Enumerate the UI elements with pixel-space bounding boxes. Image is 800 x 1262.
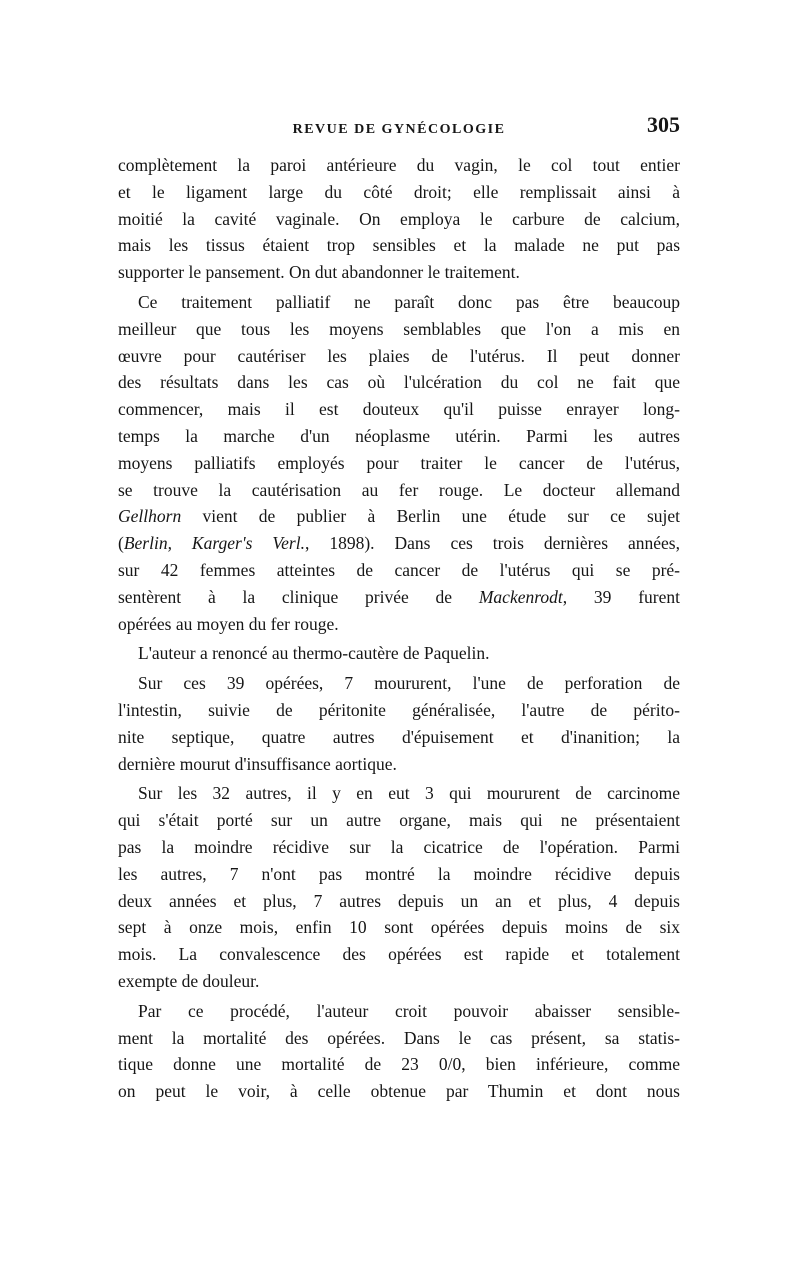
text-line: Sur les 32 autres, il y en eut 3 qui moururent de carcinome — [138, 783, 680, 804]
text-line: dernière mourut d'insuffisance aortique. — [118, 753, 397, 774]
page-number: 305 — [647, 112, 680, 137]
text-line: moyens palliatifs employés pour traiter le cancer de l'utérus, — [118, 452, 680, 473]
author-name-gellhorn: Gellhorn — [118, 506, 182, 527]
paragraph-1 — [118, 152, 680, 286]
paragraph-2 — [118, 289, 680, 637]
text-line: commencer, mais il est douteux qu'il puisse enrayer long- — [118, 399, 680, 420]
text-line: mais les tissus étaient trop sensibles et la malade ne put pas — [118, 235, 680, 256]
text-line: meilleur que tous les moyens semblables que l'on a mis en — [118, 318, 680, 339]
author-name-mackenrodt: Mackenrodt — [478, 586, 563, 607]
text-line: L'auteur a renoncé au thermo-cautère de Paquelin. — [138, 643, 490, 664]
paragraph-5 — [118, 780, 680, 994]
text-line: supporter le pansement. On dut abandonner le traitement. — [118, 262, 520, 283]
text-line: exempte de douleur. — [118, 970, 260, 991]
running-title: REVUE DE GYNÉCOLOGIE — [292, 122, 506, 137]
text-line: deux années et plus, 7 autres depuis un an et plus, 4 depuis — [118, 890, 680, 911]
text-line: l'intestin, suivie de péritonite généralisée, l'autre de périto- — [118, 699, 680, 720]
text-line-citation — [118, 530, 680, 557]
text-line: des résultats dans les cas où l'ulcération du col ne fait que — [118, 372, 680, 393]
text-line: pas la moindre récidive sur la cicatrice de l'opération. Parmi — [118, 836, 680, 857]
text-line: Sur ces 39 opérées, 7 moururent, l'une de perforation de — [138, 673, 680, 694]
text-line: se trouve la cautérisation au fer rouge. Le docteur allemand — [118, 479, 680, 500]
paragraph-6 — [118, 998, 680, 1105]
paragraph-4 — [118, 670, 680, 777]
text-line: ment la mortalité des opérées. Dans le cas présent, sa statis- — [118, 1027, 680, 1048]
text-line: Ce traitement palliatif ne paraît donc pas être beaucoup — [138, 291, 680, 312]
text-line: opérées au moyen du fer rouge. — [118, 613, 339, 634]
text-line: sept à onze mois, enfin 10 sont opérées depuis moins de six — [118, 917, 680, 938]
text-fragment: sentèrent à la clinique privée de — [118, 586, 479, 607]
text-line: et le ligament large du côté droit; elle remplissait ainsi à — [118, 181, 680, 202]
text-fragment: vient de publier à Berlin une étude sur ce sujet — [181, 506, 680, 527]
text-line: complètement la paroi antérieure du vagin, le col tout entier — [118, 155, 680, 175]
text-fragment: ( — [118, 533, 124, 554]
text-line: tique donne une mortalité de 23 0/0, bien inférieure, comme — [118, 1054, 680, 1075]
text-line-gellhorn — [118, 503, 680, 530]
text-line: Par ce procédé, l'auteur croit pouvoir abaisser sensible- — [138, 1000, 680, 1021]
text-line: œuvre pour cautériser les plaies de l'utérus. Il peut donner — [118, 345, 680, 366]
text-line: nite septique, quatre autres d'épuisement et d'inanition; la — [118, 726, 680, 747]
text-line-mackenrodt — [118, 584, 680, 611]
text-line: mois. La convalescence des opérées est rapide et totalement — [118, 944, 680, 965]
text-fragment: , 1898). Dans ces trois dernières années, — [304, 533, 680, 554]
text-line: moitié la cavité vaginale. On employa le carbure de calcium, — [118, 208, 680, 229]
text-line: on peut le voir, à celle obtenue par Thumin et dont nous — [118, 1081, 680, 1102]
document-page — [118, 112, 680, 1108]
running-header — [118, 112, 680, 146]
text-line: qui s'était porté sur un autre organe, mais qui ne présentaient — [118, 810, 680, 831]
text-line: les autres, 7 n'ont pas montré la moindre récidive depuis — [118, 863, 680, 884]
paragraph-3 — [118, 640, 680, 667]
citation-publisher: Berlin, Karger's Verl. — [123, 533, 305, 554]
body-text — [118, 152, 680, 1105]
text-line: sur 42 femmes atteintes de cancer de l'utérus qui se pré- — [118, 559, 680, 580]
text-line: temps la marche d'un néoplasme utérin. Parmi les autres — [118, 425, 680, 446]
text-fragment: , 39 furent — [562, 586, 680, 607]
